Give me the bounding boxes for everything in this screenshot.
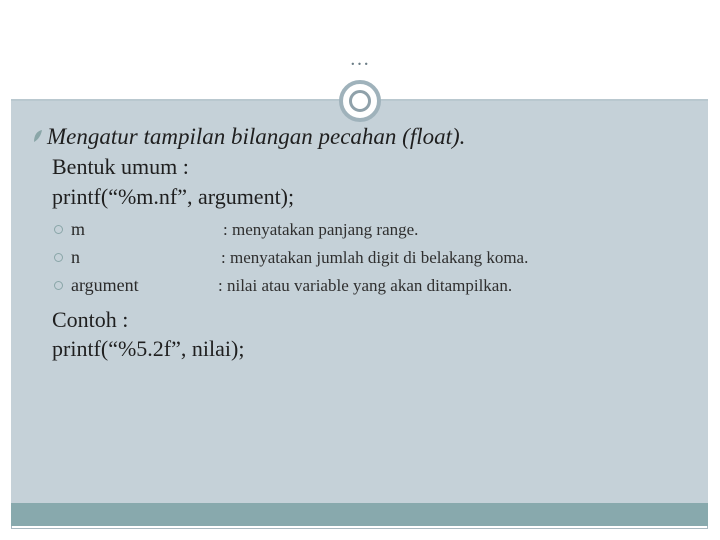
- ring-ornament-inner: [349, 90, 371, 112]
- list-item-term: argument: [71, 275, 139, 295]
- leaf-bullet-icon: [33, 129, 43, 143]
- list-item: [54, 247, 80, 268]
- circle-bullet-icon: [54, 281, 63, 290]
- slide-heading-text: Mengatur tampilan bilangan pecahan (float).: [47, 124, 466, 149]
- list-item: [54, 275, 139, 296]
- list-item-desc: : menyatakan panjang range.: [223, 220, 419, 239]
- circle-bullet-icon: [54, 253, 63, 262]
- syntax-code: printf(“%m.nf”, argument);: [52, 184, 295, 209]
- list-item-term: m: [71, 219, 86, 239]
- syntax-label: Bentuk umum :: [52, 154, 189, 179]
- example-label: Contoh :: [52, 307, 129, 332]
- slide-footer-bar: [11, 503, 708, 526]
- slide-heading: [33, 124, 465, 150]
- list-item: [54, 219, 85, 240]
- list-item-term: n: [71, 247, 80, 267]
- list-item-desc: : menyatakan jumlah digit di belakang koma.: [221, 248, 529, 267]
- ring-ornament-icon: [339, 80, 381, 122]
- example-code: printf(“%5.2f”, nilai);: [52, 336, 245, 361]
- circle-bullet-icon: [54, 225, 63, 234]
- slide-title: …: [349, 48, 371, 70]
- list-item-desc: : nilai atau variable yang akan ditampilkan.: [218, 276, 513, 295]
